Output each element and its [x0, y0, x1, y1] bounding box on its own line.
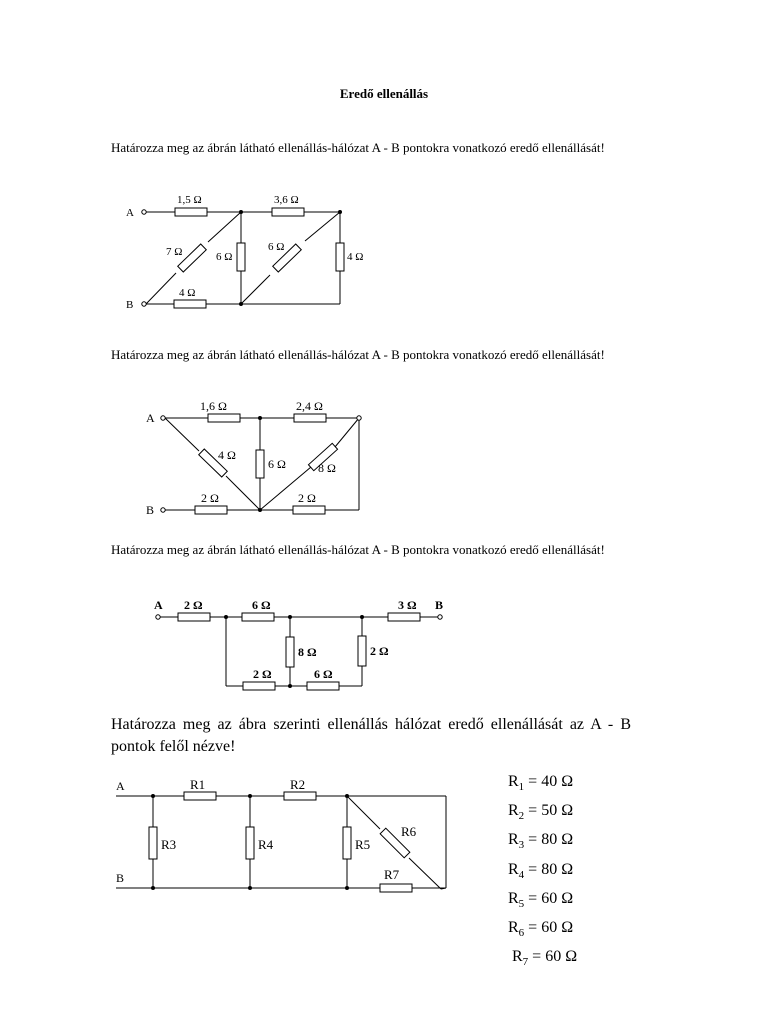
node-a-label: A: [146, 411, 155, 425]
resistor-r2: [284, 792, 316, 800]
resistor-r4: [246, 827, 254, 859]
resistor-2-ohm-input: [178, 613, 210, 621]
circuit-diagram-1: [0, 190, 768, 315]
resistor-label: 4 Ω: [218, 448, 236, 462]
resistor-label: R2: [290, 777, 306, 792]
resistor-label: R6: [401, 824, 417, 839]
resistor-4-ohm-bottom: [174, 300, 206, 308]
resistor-label: R5: [355, 837, 371, 852]
resistor-r3: [149, 827, 157, 859]
resistor-6-ohm-bottom: [307, 682, 339, 690]
resistor-2-4-ohm: [294, 414, 326, 422]
task-3-text: Határozza meg az ábrán látható ellenállás-hálózat A - B pontokra vonatkozó eredő ellenállását!: [111, 542, 605, 557]
resistor-1-6-ohm: [208, 414, 240, 422]
resistor-label: 8 Ω: [298, 645, 317, 659]
resistor-r5: [343, 827, 351, 859]
value-r4: $R_4 = 80$ Ω: [508, 860, 574, 881]
circuit-diagram-4: [0, 770, 768, 900]
resistor-1-5-ohm: [175, 208, 207, 216]
resistor-label: R3: [161, 837, 177, 852]
resistor-6-ohm-top: [242, 613, 274, 621]
resistor-label: 8 Ω: [318, 461, 336, 475]
resistor-2-ohm-vertical: [358, 636, 366, 666]
node-a-label: A: [126, 207, 134, 219]
value-r7: $R_7 = 60$ Ω: [512, 948, 578, 969]
resistor-2-ohm-bottom: [243, 682, 275, 690]
resistor-label: 2 Ω: [201, 491, 219, 505]
node-a-label: A: [154, 598, 163, 612]
page-title: Eredő ellenállás: [339, 86, 429, 101]
resistor-label: 7 Ω: [166, 246, 183, 258]
node-b-label: B: [116, 871, 125, 885]
resistor-6-ohm-vertical: [256, 450, 264, 478]
circuit-diagram-2: [0, 395, 768, 520]
node-a-label: A: [116, 779, 125, 793]
circuit-diagram-3: [0, 592, 768, 692]
resistor-label: 6 Ω: [268, 457, 286, 471]
node-b-label: B: [126, 299, 134, 311]
resistor-6-ohm-vertical: [237, 243, 245, 271]
node-b-label: B: [435, 598, 444, 612]
value-r6: $R_6 = 60$ Ω: [508, 918, 574, 940]
resistor-label: 6 Ω: [268, 241, 285, 253]
value-r5: $R_5 = 60$ Ω: [508, 889, 574, 910]
resistor-label: 6 Ω: [252, 598, 271, 612]
resistor-3-6-ohm: [272, 208, 304, 216]
resistor-label: 1,5 Ω: [177, 194, 202, 206]
value-r3: $R_3 = 80$ Ω: [508, 831, 574, 852]
task-1-text: Határozza meg az ábrán látható ellenállás-hálózat A - B pontokra vonatkozó eredő ellenállását!: [111, 140, 605, 155]
resistor-label: 6 Ω: [314, 667, 333, 681]
resistor-4-ohm-vertical: [336, 243, 344, 271]
resistor-label: R1: [190, 777, 206, 792]
resistor-label: R7: [384, 867, 400, 882]
resistor-label: 3,6 Ω: [274, 194, 299, 206]
resistor-values-list: [508, 770, 577, 974]
resistor-label: 3 Ω: [398, 598, 417, 612]
node-b-label: B: [146, 503, 155, 517]
resistor-r7: [380, 884, 412, 892]
task-4-text: Határozza meg az ábra szerinti ellenállás hálózat eredő ellenállását az A - B pontok felől nézve!: [111, 716, 631, 755]
resistor-label: 6 Ω: [216, 251, 233, 263]
resistor-label: 4 Ω: [347, 251, 364, 263]
resistor-2-ohm-left: [195, 506, 227, 514]
value-r1: $R_1 = 40$ Ω: [508, 773, 574, 794]
task-2-text: Határozza meg az ábrán látható ellenállás-hálózat A - B pontokra vonatkozó eredő ellenállását!: [111, 347, 605, 362]
resistor-label: 4 Ω: [179, 287, 196, 299]
resistor-label: 2 Ω: [184, 598, 203, 612]
resistor-8-ohm: [286, 637, 294, 667]
resistor-label: 2 Ω: [253, 667, 272, 681]
resistor-label: 2 Ω: [298, 491, 316, 505]
value-r2: $R_2 = 50$ Ω: [508, 802, 574, 823]
resistor-label: 2,4 Ω: [296, 399, 323, 413]
resistor-3-ohm: [388, 613, 420, 621]
resistor-label: 1,6 Ω: [200, 399, 227, 413]
resistor-label: R4: [258, 837, 274, 852]
resistor-2-ohm-right: [293, 506, 325, 514]
resistor-r1: [184, 792, 216, 800]
resistor-label: 2 Ω: [370, 644, 389, 658]
